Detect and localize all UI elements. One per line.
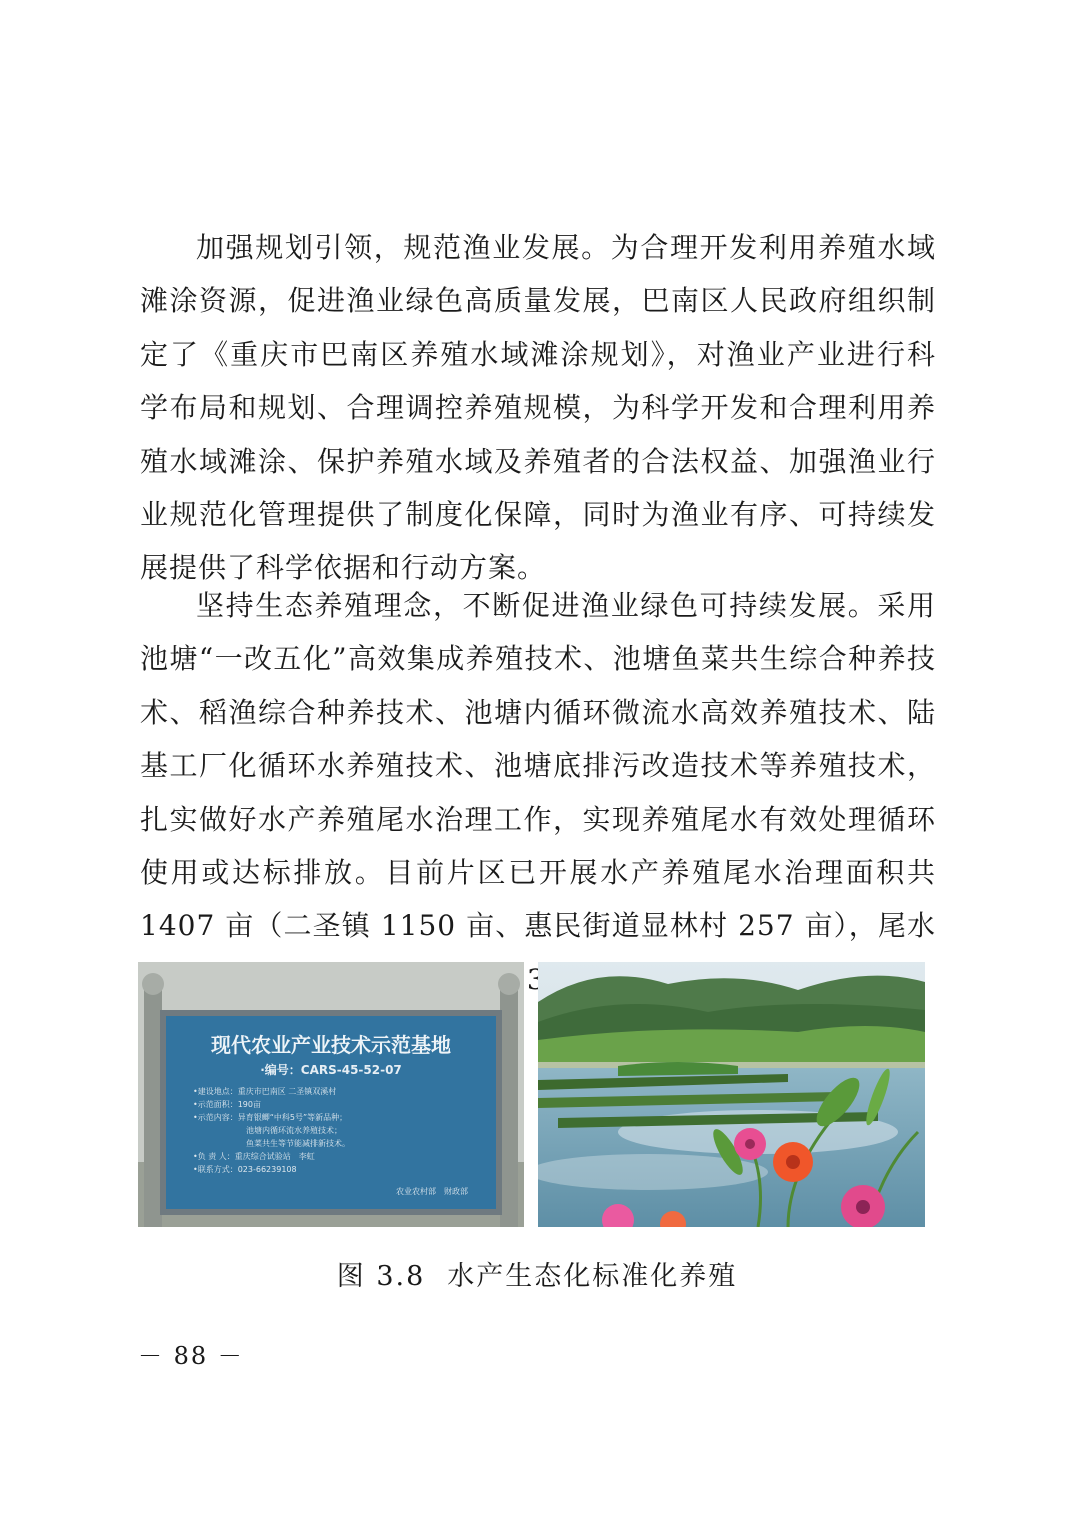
sign-line: 鱼菜共生等节能减排新技术。 <box>246 1139 350 1148</box>
sign-footer: 农业农村部 财政部 <box>396 1187 468 1196</box>
photo-fish-pond-landscape <box>538 962 925 1227</box>
sign-line: •建设地点：重庆市巴南区 二圣镇双溪村 <box>193 1087 337 1096</box>
sign-line: 池塘内循环流水养殖技术； <box>246 1126 342 1135</box>
page-number: － 88 － <box>138 1342 244 1370</box>
sign-line: •示范内容：异育银鲫“中科5号”等新品种； <box>193 1113 348 1122</box>
sign-line: •负 责 人：重庆综合试验站 李虹 <box>193 1152 315 1161</box>
sign-line: •联系方式：023-66239108 <box>193 1165 297 1174</box>
figure-caption <box>0 1254 1074 1293</box>
sign-code: ·编号：CARS-45-52-07 <box>260 1063 402 1077</box>
sign-line: •示范面积：190亩 <box>193 1100 261 1109</box>
figure-title: 水产生态化标准化养殖 <box>447 1261 738 1292</box>
sign-photo-illustration <box>138 962 524 1227</box>
pond-photo-illustration <box>538 962 925 1227</box>
sign-title: 现代农业产业技术示范基地 <box>211 1033 451 1057</box>
paragraph-planning: 加强规划引领，规范渔业发展。为合理开发利用养殖水域滩涂资源，促进渔业绿色高质量发展，巴南区人民政府组织制定了《重庆市巴南区养殖水域滩涂规划》，对渔业产业进行科学布局和规划、合理调控养殖规模，为科学开发和合理利用养殖水域滩涂、保护养殖水域及养殖者的合法权益、加强渔业行业规范化管理提供了制度化保障，同时为渔业有序、可持续发展提供了科学依据和行动方案。 <box>140 231 936 585</box>
figure-number: 图 3.8 <box>336 1261 426 1292</box>
paragraph-ecological-farming: 坚持生态养殖理念，不断促进渔业绿色可持续发展。采用池塘“一改五化”高效集成养殖技术、池塘鱼菜共生综合种养技术、稻渔综合种养技术、池塘内循环微流水高效养殖技术、陆基工厂化循环水养殖技术、池塘底排污改造技术等养殖技术，扎实做好水产养殖尾水治理工作，实现养殖尾水有效处理循环使用或达标排放。目前片区已开展水产养殖尾水治理面积共 1407 亩（二圣镇 1150 亩、惠民街道显林村 257 亩），尾水 <box>140 589 936 943</box>
photo-demonstration-base-sign <box>138 962 524 1227</box>
